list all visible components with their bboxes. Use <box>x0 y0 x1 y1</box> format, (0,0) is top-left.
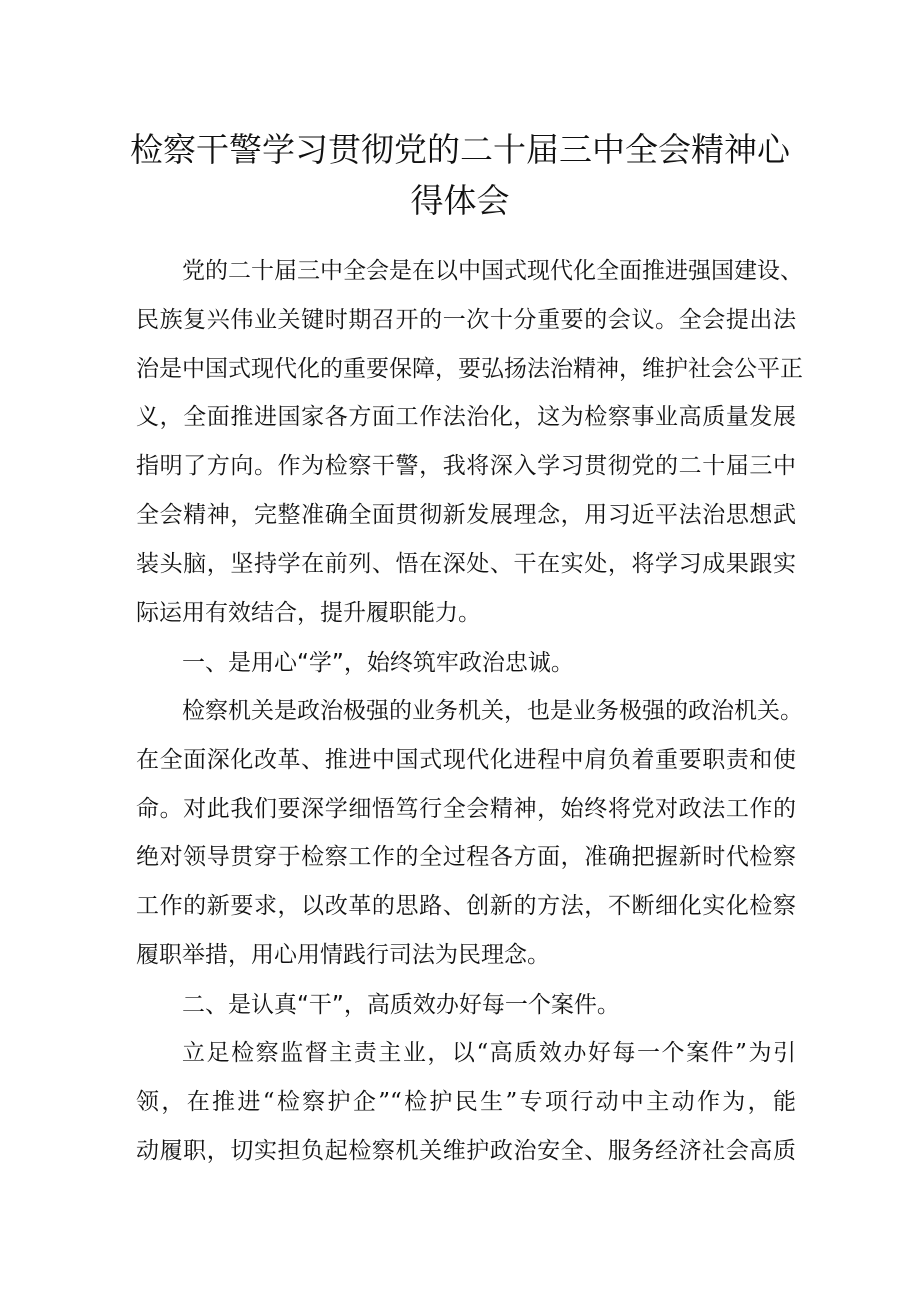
intro-paragraph <box>136 247 803 637</box>
section1-paragraph <box>136 687 803 980</box>
paragraph-line: 装头脑，坚持学在前列、悟在深处、干在实处，将学习成果跟实 <box>136 550 796 577</box>
paragraph-line: 履职举措，用心用情践行司法为民理念。 <box>136 941 550 968</box>
paragraph-line: 工作的新要求，以改革的思路、创新的方法，不断细化实化检察 <box>136 893 796 920</box>
document-title-line-2: 得体会 <box>410 181 510 220</box>
paragraph-line: 际运用有效结合，提升履职能力。 <box>136 599 481 626</box>
section-heading-2: 二、是认真“干”，高质效办好每一个案件。 <box>182 992 620 1018</box>
paragraph-line: 命。对此我们要深学细悟笃行全会精神，始终将党对政法工作的 <box>136 795 796 822</box>
paragraph-line: 绝对领导贯穿于检察工作的全过程各方面，准确把握新时代检察 <box>136 844 796 871</box>
paragraph-line: 指明了方向。作为检察干警，我将深入学习贯彻党的二十届三中 <box>136 453 796 480</box>
document-title-line-1: 检察干警学习贯彻党的二十届三中全会精神心 <box>130 130 790 169</box>
section-heading-1: 一、是用心“学”，始终筑牢政治忠诚。 <box>182 650 574 676</box>
paragraph-line: 民族复兴伟业关键时期召开的一次十分重要的会议。全会提出法 <box>136 306 796 333</box>
paragraph-line: 动履职，切实担负起检察机关维护政治安全、服务经济社会高质 <box>136 1137 796 1164</box>
paragraph-line: 义，全面推进国家各方面工作法治化，这为检察事业高质量发展 <box>136 404 796 431</box>
paragraph-line: 治是中国式现代化的重要保障，要弘扬法治精神，维护社会公平正 <box>136 355 803 382</box>
paragraph-line: 在全面深化改革、推进中国式现代化进程中肩负着重要职责和使 <box>136 746 796 773</box>
paragraph-line: 检察机关是政治极强的业务机关，也是业务极强的政治机关。 <box>182 698 803 724</box>
paragraph-line: 领，在推进“检察护企”“检护民生”专项行动中主动作为，能 <box>136 1088 796 1115</box>
paragraph-line: 全会精神，完整准确全面贯彻新发展理念，用习近平法治思想武 <box>136 501 796 528</box>
section2-paragraph <box>136 1029 796 1175</box>
paragraph-line: 立足检察监督主责主业，以“高质效办好每一个案件”为引 <box>182 1040 796 1066</box>
paragraph-line: 党的二十届三中全会是在以中国式现代化全面推进强国建设、 <box>182 258 803 284</box>
